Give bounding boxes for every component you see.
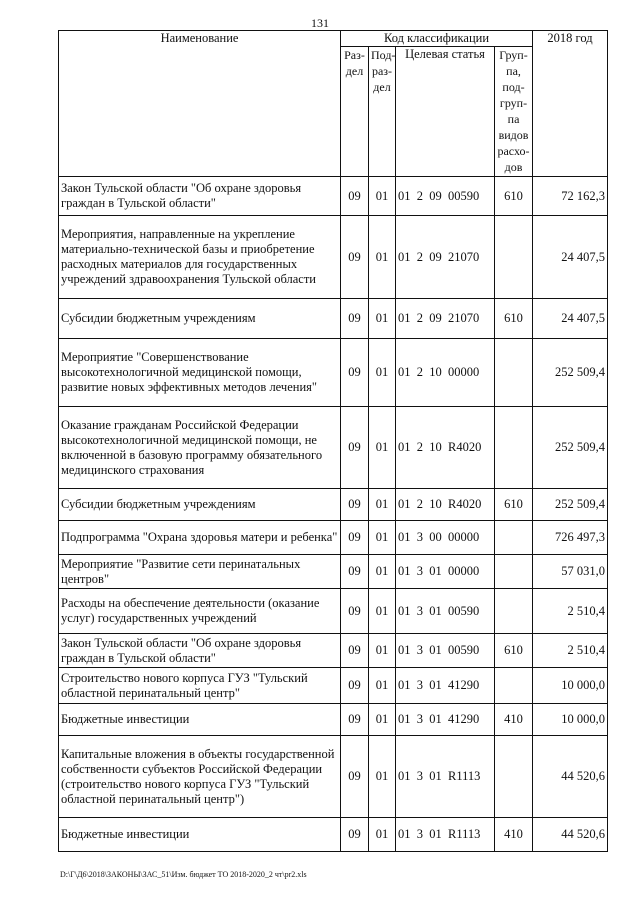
row-section: 09 — [341, 736, 369, 818]
table-row — [59, 589, 608, 634]
row-subsection: 01 — [369, 521, 396, 555]
row-amount: 44 520,6 — [533, 736, 608, 818]
budget-table — [58, 30, 608, 852]
table-row — [59, 704, 608, 736]
table-row — [59, 407, 608, 489]
header-group-text: Груп- па, под- груп- па видов расхо- дов — [497, 48, 530, 174]
row-amount: 44 520,6 — [533, 818, 608, 852]
row-amount: 10 000,0 — [533, 704, 608, 736]
row-target: 01 3 01 00000 — [396, 555, 495, 589]
row-group: 610 — [495, 489, 533, 521]
row-name: Субсидии бюджетным учреждениям — [59, 489, 341, 521]
header-year: 2018 год — [533, 31, 608, 177]
row-target: 01 3 01 41290 — [396, 704, 495, 736]
row-group: 610 — [495, 634, 533, 668]
header-classification: Код классификации — [341, 31, 533, 47]
row-amount: 2 510,4 — [533, 589, 608, 634]
row-subsection: 01 — [369, 589, 396, 634]
row-name: Бюджетные инвестиции — [59, 704, 341, 736]
table-row — [59, 818, 608, 852]
row-section: 09 — [341, 489, 369, 521]
row-amount: 57 031,0 — [533, 555, 608, 589]
header-subsection — [369, 47, 396, 177]
row-section: 09 — [341, 634, 369, 668]
row-name: Бюджетные инвестиции — [59, 818, 341, 852]
table-row — [59, 521, 608, 555]
row-name: Строительство нового корпуса ГУЗ "Тульский областной перинатальный центр" — [59, 668, 341, 704]
row-target: 01 2 09 21070 — [396, 299, 495, 339]
table-row — [59, 634, 608, 668]
row-subsection: 01 — [369, 634, 396, 668]
row-group: 610 — [495, 299, 533, 339]
row-target: 01 2 09 21070 — [396, 216, 495, 299]
row-amount: 252 509,4 — [533, 489, 608, 521]
row-subsection: 01 — [369, 177, 396, 216]
row-target: 01 2 10 00000 — [396, 339, 495, 407]
row-subsection: 01 — [369, 339, 396, 407]
header-section-text: Раз- дел — [344, 48, 365, 78]
row-section: 09 — [341, 589, 369, 634]
row-section: 09 — [341, 555, 369, 589]
row-name: Подпрограмма "Охрана здоровья матери и ребенка" — [59, 521, 341, 555]
row-amount: 72 162,3 — [533, 177, 608, 216]
row-group — [495, 555, 533, 589]
row-target: 01 3 01 R1113 — [396, 818, 495, 852]
row-name: Закон Тульской области "Об охране здоровья граждан в Тульской области" — [59, 177, 341, 216]
row-subsection: 01 — [369, 818, 396, 852]
row-section: 09 — [341, 216, 369, 299]
header-group — [495, 47, 533, 177]
row-group: 410 — [495, 704, 533, 736]
row-group — [495, 589, 533, 634]
row-target: 01 3 01 R1113 — [396, 736, 495, 818]
row-name: Капитальные вложения в объекты государственной собственности субъектов Российской Федерации (строительство нового корпуса ГУЗ "Тульский областной перинатальный центр") — [59, 736, 341, 818]
row-amount: 252 509,4 — [533, 339, 608, 407]
table-row — [59, 177, 608, 216]
row-section: 09 — [341, 299, 369, 339]
row-target: 01 3 01 00590 — [396, 634, 495, 668]
row-subsection: 01 — [369, 668, 396, 704]
row-target: 01 2 09 00590 — [396, 177, 495, 216]
row-name: Мероприятие "Развитие сети перинатальных центров" — [59, 555, 341, 589]
row-amount: 24 407,5 — [533, 216, 608, 299]
row-subsection: 01 — [369, 299, 396, 339]
row-group — [495, 521, 533, 555]
row-section: 09 — [341, 668, 369, 704]
row-section: 09 — [341, 177, 369, 216]
row-target: 01 3 00 00000 — [396, 521, 495, 555]
file-path-footer: D:\Г\Д6\2018\ЗАКОНЫ\ЗАС_51\Изм. бюджет ТО 2018-2020_2 чт\pr2.xls — [60, 870, 307, 879]
row-group — [495, 736, 533, 818]
row-target: 01 2 10 R4020 — [396, 489, 495, 521]
row-subsection: 01 — [369, 736, 396, 818]
row-name: Мероприятия, направленные на укрепление материально-технической базы и приобретение расходных материалов для государственных учреждений здравоохранения Тульской области — [59, 216, 341, 299]
row-amount: 2 510,4 — [533, 634, 608, 668]
table-row — [59, 736, 608, 818]
row-group — [495, 407, 533, 489]
row-name: Мероприятие "Совершенствование высокотехнологичной медицинской помощи, развитие новых эффективных методов лечения" — [59, 339, 341, 407]
row-name: Закон Тульской области "Об охране здоровья граждан в Тульской области" — [59, 634, 341, 668]
row-amount: 726 497,3 — [533, 521, 608, 555]
row-group — [495, 668, 533, 704]
row-group: 410 — [495, 818, 533, 852]
row-subsection: 01 — [369, 555, 396, 589]
row-target: 01 2 10 R4020 — [396, 407, 495, 489]
row-name: Расходы на обеспечение деятельности (оказание услуг) государственных учреждений — [59, 589, 341, 634]
row-subsection: 01 — [369, 704, 396, 736]
row-name: Субсидии бюджетным учреждениям — [59, 299, 341, 339]
row-amount: 24 407,5 — [533, 299, 608, 339]
row-section: 09 — [341, 407, 369, 489]
row-target: 01 3 01 00590 — [396, 589, 495, 634]
row-subsection: 01 — [369, 407, 396, 489]
table-row — [59, 555, 608, 589]
row-section: 09 — [341, 818, 369, 852]
table-row — [59, 489, 608, 521]
table-row — [59, 216, 608, 299]
row-group: 610 — [495, 177, 533, 216]
header-section — [341, 47, 369, 177]
row-target: 01 3 01 41290 — [396, 668, 495, 704]
row-subsection: 01 — [369, 216, 396, 299]
row-section: 09 — [341, 704, 369, 736]
row-section: 09 — [341, 339, 369, 407]
table-row — [59, 668, 608, 704]
row-amount: 10 000,0 — [533, 668, 608, 704]
table-row — [59, 339, 608, 407]
header-name: Наименование — [59, 31, 341, 177]
table-row — [59, 299, 608, 339]
header-subsection-text: Под- раз- дел — [371, 48, 396, 94]
header-target: Целевая статья — [396, 47, 495, 177]
page-number: 131 — [311, 16, 329, 30]
row-name: Оказание гражданам Российской Федерации высокотехнологичной медицинской помощи, не включенной в базовую программу обязательного медицинского страхования — [59, 407, 341, 489]
row-group — [495, 339, 533, 407]
row-section: 09 — [341, 521, 369, 555]
row-group — [495, 216, 533, 299]
row-subsection: 01 — [369, 489, 396, 521]
row-amount: 252 509,4 — [533, 407, 608, 489]
